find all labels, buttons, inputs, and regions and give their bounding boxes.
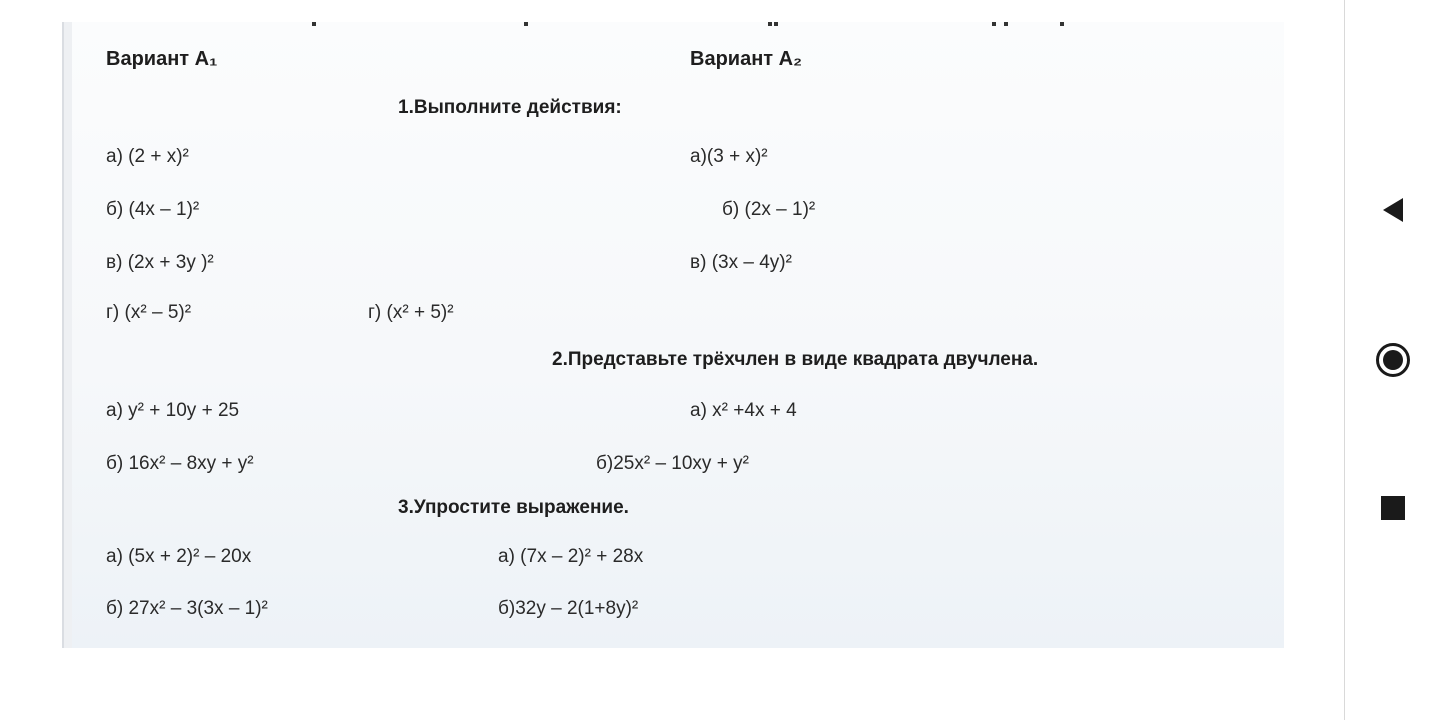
task-2b-variant-2: б)25x² – 10xy + y² bbox=[596, 453, 749, 474]
back-button[interactable] bbox=[1345, 180, 1440, 240]
variant-a1-title: Вариант A₁ bbox=[106, 48, 218, 70]
task-2a-variant-1: а) y² + 10y + 25 bbox=[106, 400, 240, 421]
task-2a-variant-2: а) x² +4x + 4 bbox=[690, 400, 797, 421]
task-2b-variant-1: б) 16x² – 8xy + y² bbox=[106, 453, 254, 474]
recents-button[interactable] bbox=[1345, 478, 1440, 538]
task-1a-variant-1: а) (2 + x)² bbox=[106, 146, 189, 167]
task-1v-variant-1: в) (2x + 3y )² bbox=[106, 252, 214, 273]
variant-a2-title: Вариант A₂ bbox=[690, 48, 802, 70]
worksheet-image bbox=[62, 22, 1284, 648]
task-1g-variant-1: г) (x² – 5)² bbox=[106, 302, 192, 323]
task-1b-variant-1: б) (4x – 1)² bbox=[106, 199, 200, 220]
section-3-title: 3.Упростите выражение. bbox=[398, 497, 629, 518]
home-button[interactable] bbox=[1345, 330, 1440, 390]
cropped-line-fragment bbox=[62, 22, 1284, 28]
task-1a-variant-2: а)(3 + x)² bbox=[690, 146, 768, 167]
page-edge bbox=[62, 22, 72, 648]
task-3a-variant-2: а) (7x – 2)² + 28x bbox=[498, 546, 644, 567]
task-3b-variant-2: б)32y – 2(1+8y)² bbox=[498, 598, 639, 619]
task-3a-variant-1: а) (5x + 2)² – 20x bbox=[106, 546, 252, 567]
home-circle-icon bbox=[1376, 343, 1410, 377]
recents-square-icon bbox=[1381, 496, 1405, 520]
task-1v-variant-2: в) (3x – 4y)² bbox=[690, 252, 792, 273]
task-1g-variant-2: г) (x² + 5)² bbox=[368, 302, 454, 323]
navigation-bar bbox=[1344, 0, 1440, 720]
back-triangle-icon bbox=[1383, 198, 1403, 222]
section-2-title: 2.Представьте трёхчлен в виде квадрата двучлена. bbox=[552, 349, 1039, 370]
section-1-title: 1.Выполните действия: bbox=[398, 97, 622, 118]
task-3b-variant-1: б) 27x² – 3(3x – 1)² bbox=[106, 598, 268, 619]
task-1b-variant-2: б) (2x – 1)² bbox=[722, 199, 816, 220]
